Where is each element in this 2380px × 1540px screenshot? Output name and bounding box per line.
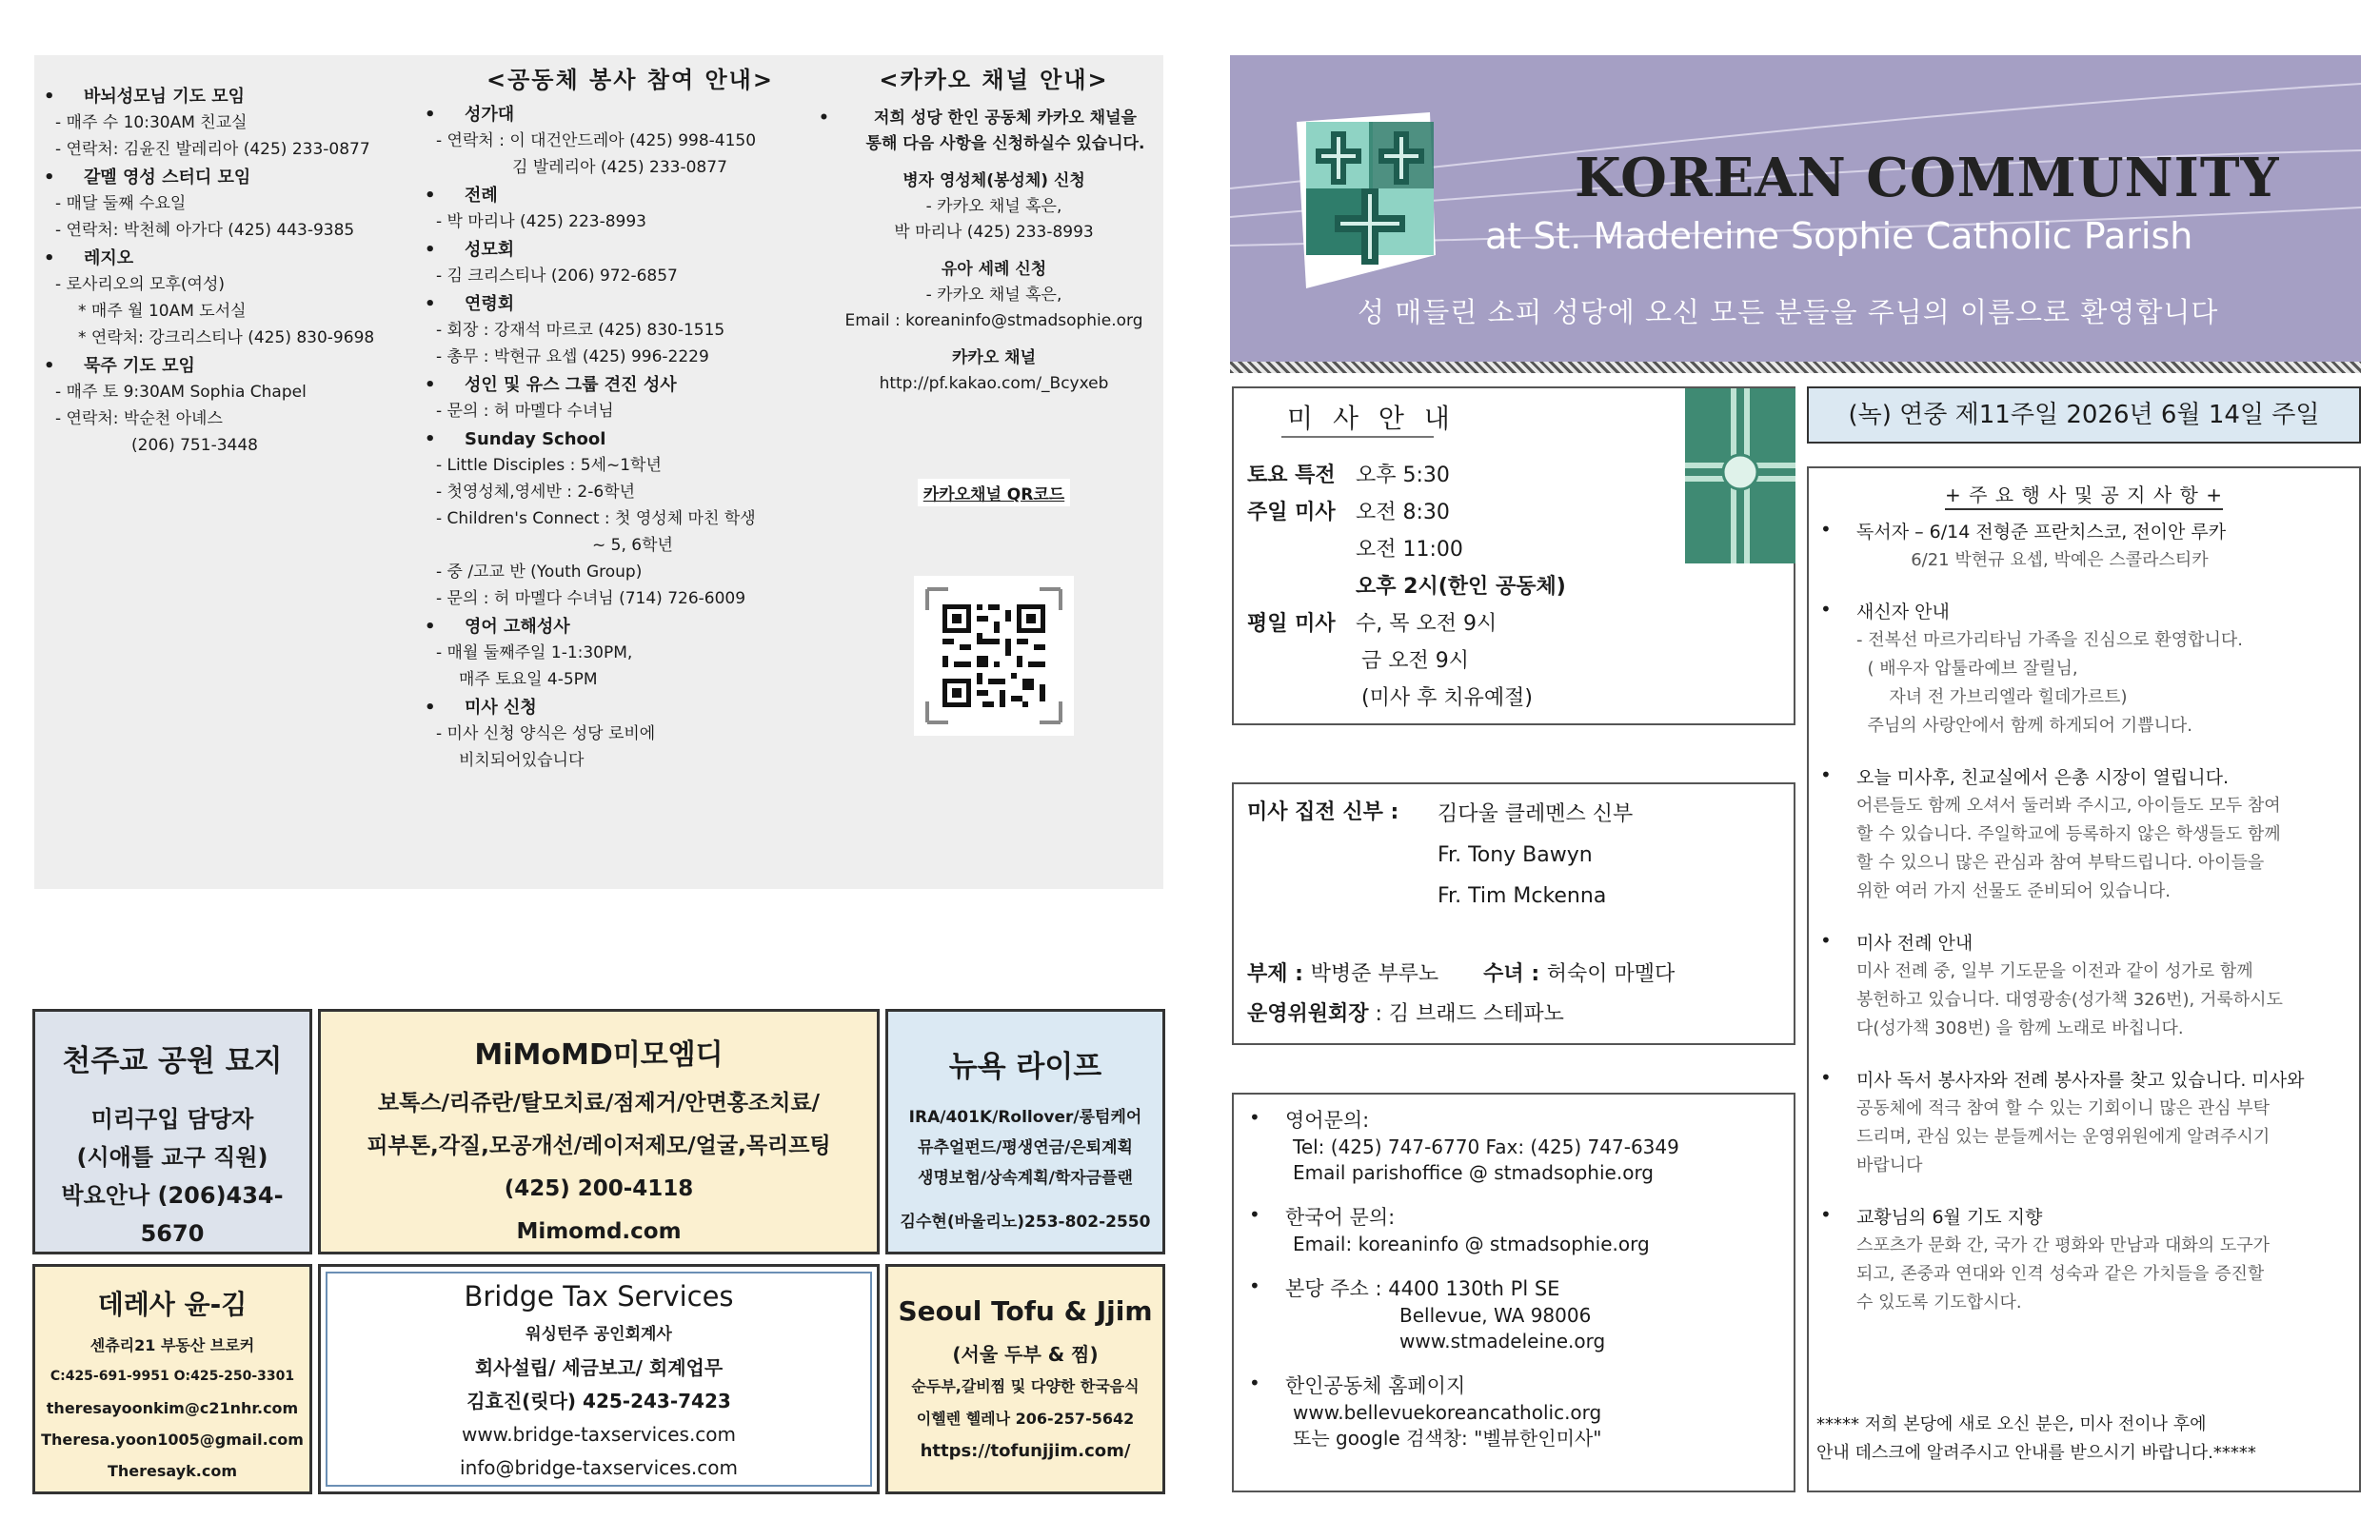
info-group-line: - 박 마리나 (425) 223-8993: [436, 212, 646, 231]
ad-line: 회사설립/ 세금보고/ 회계업무: [474, 1356, 724, 1379]
ad-line: theresayoonkim@c21nhr.com: [46, 1399, 299, 1417]
mass-schedule-box: [1232, 386, 1795, 725]
kakao-intro-line: 통해 다음 사항을 신청하실수 있습니다.: [865, 134, 1145, 153]
ad-website: Mimomd.com: [516, 1219, 682, 1244]
notice-item-title: • 미사 전례 안내: [1856, 933, 1973, 954]
contact-item: [1247, 1106, 1780, 1186]
notice-item-line: 6/21 박현규 요셉, 박예은 스콜라스티카: [1856, 550, 2209, 570]
ad-line: (서울 두부 & 찜): [952, 1343, 1099, 1366]
kakao-block-line: 박 마리나 (425) 233-8993: [894, 223, 1094, 242]
info-group: [421, 695, 840, 774]
ad-line: 보톡스/리쥬란/탈모치료/점제거/안면홍조치료/: [377, 1091, 821, 1116]
notice-item-title: • 교황님의 6월 기도 지향: [1856, 1207, 2043, 1228]
kakao-title: <카카오 채널 안내>: [879, 67, 1109, 93]
notice-item-line: 할 수 있으니 많은 관심과 참여 부탁드립니다. 아이들을: [1856, 853, 2265, 873]
ad-bridge-tax[interactable]: [318, 1264, 880, 1494]
sister-name: 허숙이 마멜다: [1546, 962, 1676, 986]
info-group-title: • 전례: [421, 183, 840, 208]
mass-time-row: [1247, 457, 1685, 494]
kakao-block: [815, 257, 1173, 334]
kakao-block-heading: 병자 영성체(봉성체) 신청: [902, 171, 1085, 190]
mass-time-label: 평일 미사: [1247, 612, 1336, 636]
info-group-line: - 회장 : 강재석 마르코 (425) 830-1515: [436, 321, 725, 340]
contact-item-title: • 영어문의:: [1285, 1109, 1370, 1132]
notice-item-title: • 오늘 미사후, 친교실에서 은총 시장이 열립니다.: [1856, 767, 2230, 788]
ad-teresa-title: 데레사 윤-김: [97, 1289, 248, 1320]
newcomer-footer: [1816, 1411, 2355, 1468]
info-group-line: - 총무 : 박현규 요셉 (425) 996-2229: [436, 347, 709, 366]
info-group-title: • 바뇌성모님 기도 모임: [40, 84, 440, 109]
info-group-line: - 문의 : 허 마멜다 수녀님 (714) 726-6009: [436, 589, 746, 608]
info-group: [421, 614, 840, 693]
kakao-block-heading: 유아 세례 신청: [941, 260, 1047, 279]
prayer-groups-column: [40, 84, 440, 461]
qr-code-icon: [914, 576, 1074, 736]
ad-seoul-title: Seoul Tofu & Jjim: [898, 1295, 1153, 1327]
info-group-line: - 로사리오의 모후(여성): [55, 275, 226, 294]
mass-cross-image: [1685, 388, 1795, 563]
notices-title: + 주 요 행 사 및 공 지 사 항 +: [1945, 484, 2223, 510]
mass-schedule-title: 미 사 안 내: [1287, 403, 1456, 434]
info-group-title: • 성모회: [421, 237, 840, 263]
mass-time-row: [1247, 494, 1685, 531]
contact-item-line: www.stmadeleine.org: [1399, 1330, 1606, 1352]
info-group-line: - 매달 둘째 수요일: [55, 194, 187, 213]
info-group: [421, 102, 840, 181]
contact-box: [1232, 1093, 1795, 1492]
ad-line: 센츄리21 부동산 브로커: [89, 1336, 255, 1354]
info-group-line: - 연락처: 김윤진 발레리아 (425) 233-0877: [55, 140, 370, 159]
notice-item: [1818, 929, 2353, 1043]
ad-line: 뮤추얼펀드/평생연금/은퇴계획: [918, 1138, 1133, 1157]
info-group-line: - 매주 수 10:30AM 친교실: [55, 113, 248, 132]
kakao-block-line: Email : koreaninfo@stmadsophie.org: [844, 311, 1143, 330]
ad-newyork-life[interactable]: [885, 1009, 1165, 1254]
info-group-line: - 매월 둘째주일 1-1:30PM,: [436, 643, 633, 662]
kakao-intro: • 저희 성당 한인 공동체 카카오 채널을 통해 다음 사항을 신청하실수 있습니다.: [815, 106, 1173, 157]
mass-time-value: 오전 8:30: [1356, 501, 1450, 524]
qr-code-label: 카카오채널 QR코드: [918, 479, 1070, 506]
celebrant-label: 미사 집전 신부 :: [1247, 800, 1399, 824]
notice-item-line: 다(성가책 308번) 을 함께 노래로 바칩니다.: [1856, 1018, 2184, 1038]
contact-item-line: 또는 google 검색창: "벨뷰한인미사": [1293, 1427, 1602, 1450]
ad-line: 피부톤,각질,모공개선/레이저제모/얼굴,목리프팅: [367, 1134, 831, 1158]
ad-line: 박요안나 (206)434-5670: [61, 1182, 284, 1247]
liturgical-date-banner: [1807, 386, 2361, 444]
parish-header-banner: [1230, 55, 2361, 365]
info-group-line: - 문의 : 허 마멜다 수녀님: [436, 402, 614, 421]
notice-item-line: 봉헌하고 있습니다. 대영광송(성가책 326번), 거룩하시도: [1856, 990, 2283, 1010]
notice-item-line: ( 배우자 압툴라예브 잘릴님,: [1856, 659, 2078, 679]
info-group-title: • 성인 및 유스 그룹 견진 성사: [421, 372, 840, 398]
mass-time-value: 오후 5:30: [1356, 464, 1450, 487]
notice-item-line: 미사 전례 중, 일부 기도문을 이전과 같이 성가로 함께: [1856, 961, 2253, 981]
contact-list: [1247, 1106, 1780, 1469]
community-info-panel: [34, 55, 1163, 889]
notice-item-line: 자녀 전 가브리엘라 힐데가르트): [1856, 687, 2128, 707]
celebrant-name: 김다울 클레멘스 신부: [1438, 802, 1634, 826]
mass-time-value: 수, 목 오전 9시: [1356, 612, 1497, 636]
cross-heart-logo-icon: [1287, 93, 1445, 293]
mass-times-list: [1247, 457, 1685, 717]
info-group-line: 매주 토요일 4-5PM: [459, 670, 598, 689]
ad-line: 순두부,갈비찜 및 다양한 한국음식: [911, 1377, 1140, 1395]
info-group: [421, 291, 840, 370]
info-group-line: - 연락처 : 이 대건안드레아 (425) 998-4150: [436, 131, 757, 150]
info-group-line: - 연락처: 박천혜 아가다 (425) 443-9385: [55, 221, 355, 240]
ad-website: https://tofunjjim.com/: [920, 1441, 1131, 1461]
contact-item-line: Email: koreaninfo @ stmadsophie.org: [1293, 1233, 1650, 1255]
notice-item-line: 어른들도 함께 오셔서 둘러봐 주시고, 아이들도 모두 참여: [1856, 796, 2281, 816]
info-group-title: • 성가대: [421, 102, 840, 128]
ad-line: 김수현(바울리노)253-802-2550: [900, 1213, 1151, 1232]
ad-line: Theresayk.com: [107, 1462, 238, 1480]
ad-line: (시애틀 교구 직원): [76, 1144, 268, 1171]
ad-cemetery-title: 천주교 공원 묘지: [62, 1044, 283, 1078]
notice-item-line: 수 있도록 기도합시다.: [1856, 1293, 2022, 1313]
kakao-block-line: http://pf.kakao.com/_Bcyxeb: [879, 374, 1109, 393]
notice-item-line: 스포츠가 문화 간, 국가 간 평화와 만남과 대화의 도구가: [1856, 1235, 2271, 1255]
mass-time-row: [1247, 642, 1685, 680]
ad-email: info@bridge-taxservices.com: [460, 1456, 738, 1479]
contact-item-line: Email parishoffice @ stmadsophie.org: [1293, 1161, 1655, 1184]
notice-item-line: 드리며, 관심 있는 분들께서는 운영위원에게 알려주시기: [1856, 1127, 2271, 1147]
ad-mimomd-title: MiMoMD미모엠디: [474, 1038, 724, 1072]
info-group-title: • 영어 고해성사: [421, 614, 840, 640]
info-group-title: • 묵주 기도 모임: [40, 353, 440, 379]
cross-icon: [1685, 388, 1795, 563]
ad-phone: (425) 200-4118: [504, 1176, 694, 1201]
liturgical-date: (녹) 연중 제11주일 2026년 6월 14일 주일: [1848, 401, 2320, 429]
ad-line: 김효진(릿다) 425-243-7423: [466, 1390, 731, 1412]
clergy-box: [1232, 782, 1795, 1045]
contact-item-title: • 본당 주소 : 4400 130th Pl SE: [1285, 1277, 1560, 1300]
celebrant-list: [1438, 794, 1633, 917]
contact-item: [1247, 1274, 1780, 1354]
kakao-block: [815, 346, 1173, 397]
kakao-block-line: - 카카오 채널 혹은,: [925, 197, 1062, 216]
contact-item-title: • 한국어 문의:: [1285, 1206, 1396, 1229]
header-welcome: 성 매들린 소피 성당에 오신 모든 분들을 주님의 이름으로 환영합니다: [1358, 296, 2219, 328]
footer-line: 안내 데스크에 알려주시고 안내를 받으시기 바랍니다.*****: [1816, 1443, 2256, 1463]
ad-line: Theresa.yoon1005@gmail.com: [41, 1431, 304, 1449]
kakao-block-line: - 카카오 채널 혹은,: [925, 286, 1062, 305]
info-group: [40, 353, 440, 459]
notice-item-line: 바랍니다: [1856, 1155, 1923, 1175]
ad-line: C:425-691-9951 O:425-250-3301: [50, 1369, 295, 1384]
info-group: [40, 165, 440, 244]
notice-item: [1818, 1203, 2353, 1317]
ad-line: IRA/401K/Rollover/롱텀케어: [908, 1108, 1142, 1127]
ad-line: 워싱턴주 공인회계사: [526, 1325, 672, 1344]
info-group-title: • 갈멜 영성 스터디 모임: [40, 165, 440, 190]
mass-time-row: [1247, 531, 1685, 568]
mass-time-row: [1247, 568, 1685, 605]
info-group-line: - 매주 토 9:30AM Sophia Chapel: [55, 383, 307, 402]
info-group-line: * 매주 월 10AM 도서실: [78, 302, 247, 321]
info-group-line: - Little Disciples : 5세~1학년: [436, 456, 662, 475]
info-group: [421, 372, 840, 424]
ad-cemetery[interactable]: [32, 1009, 312, 1254]
info-group-line: * 연락처: 강크리스티나 (425) 830-9698: [78, 328, 375, 347]
info-group-line: - 중 /고교 반 (Youth Group): [436, 563, 643, 582]
council-name: 김 브래드 스테파노: [1388, 1002, 1564, 1026]
mass-time-label: 토요 특전: [1247, 464, 1336, 487]
info-group-line: - 김 크리스티나 (206) 972-6857: [436, 267, 678, 286]
header-divider-stripe: [1230, 362, 2361, 373]
info-group-line: - 미사 신청 양식은 성당 로비에: [436, 724, 656, 743]
contact-item-title: • 한인공동체 홈페이지: [1285, 1374, 1466, 1397]
service-guide-column: [421, 61, 840, 776]
contact-item-line: Bellevue, WA 98006: [1399, 1304, 1592, 1327]
kakao-block-heading: 카카오 채널: [951, 348, 1037, 367]
notice-item-line: 공동체에 적극 참여 할 수 있는 기회이니 많은 관심 부탁: [1856, 1098, 2271, 1118]
title-underline: [1281, 436, 1434, 438]
parish-logo: [1287, 93, 1445, 293]
sister-label: 수녀: [1483, 962, 1524, 986]
info-group: [40, 84, 440, 163]
info-group: [421, 237, 840, 289]
kakao-channel-column: [815, 61, 1173, 506]
notice-item-title: • 독서자 – 6/14 전형준 프란치스코, 전이안 루카: [1856, 522, 2227, 543]
info-group: [421, 426, 840, 612]
info-group: [421, 183, 840, 235]
info-group-line: - Children's Connect : 첫 영성체 마친 학생: [436, 509, 756, 528]
mass-time-value: (미사 후 치유예절): [1361, 686, 1533, 710]
mass-time-row: [1247, 605, 1685, 642]
mass-time-value: 금 오전 9시: [1361, 649, 1469, 673]
celebrant-name: Fr. Tony Bawyn: [1438, 843, 1593, 867]
contact-item-line: Tel: (425) 747-6770 Fax: (425) 747-6349: [1293, 1135, 1679, 1158]
info-group-title: • 연령회: [421, 291, 840, 317]
deacon-row: 부제 : 박병준 부루노 수녀 : 허숙이 마멜다: [1247, 962, 1676, 986]
contact-item: [1247, 1203, 1780, 1257]
contact-item-line: www.bellevuekoreancatholic.org: [1293, 1401, 1602, 1424]
ad-line: 생명보험/상속계획/학자금플랜: [918, 1169, 1133, 1188]
council-label: 운영위원회장: [1247, 1002, 1369, 1026]
deacon-label: 부제: [1247, 962, 1288, 986]
info-group-title: • 레지오: [40, 246, 440, 271]
info-group-line: ~ 5, 6학년: [592, 536, 673, 555]
contact-item: [1247, 1372, 1780, 1451]
council-row: 운영위원회장 : 김 브래드 스테파노: [1247, 1002, 1564, 1026]
mass-time-value: 오전 11:00: [1356, 538, 1463, 562]
ad-seoul-tofu[interactable]: [885, 1264, 1165, 1494]
ad-website: www.bridge-taxservices.com: [461, 1423, 737, 1446]
kakao-block: [815, 168, 1173, 246]
ad-line: 미리구입 담당자: [90, 1106, 254, 1133]
notice-item: [1818, 763, 2353, 906]
mass-time-value: 오후 2시(한인 공동체): [1356, 575, 1566, 599]
ad-bridge-title: Bridge Tax Services: [464, 1280, 734, 1313]
mass-time-label: 주일 미사: [1247, 501, 1336, 524]
notice-item-line: 할 수 있습니다. 주일학교에 등록하지 않은 학생들도 함께: [1856, 824, 2281, 844]
notices-list: [1818, 518, 2353, 1340]
ad-line: 이헬렌 헬레나 206-257-5642: [916, 1410, 1135, 1428]
info-group-title: • 미사 신청: [421, 695, 840, 721]
notice-item: [1818, 1066, 2353, 1180]
mass-time-row: [1247, 680, 1685, 717]
celebrant-name: Fr. Tim Mckenna: [1438, 884, 1607, 908]
footer-line: ***** 저희 본당에 새로 오신 분은, 미사 전이나 후에: [1816, 1414, 2207, 1434]
notice-item-title: • 새신자 안내: [1856, 602, 1950, 622]
info-group-line: 김 발레리아 (425) 233-0877: [512, 158, 727, 177]
ad-newyork-title: 뉴욕 라이프: [948, 1050, 1102, 1084]
notice-item: [1818, 518, 2353, 575]
kakao-intro-line: 저희 성당 한인 공동체 카카오 채널을: [874, 109, 1137, 128]
info-group-line: - 첫영성체,영세반 : 2-6학년: [436, 483, 636, 502]
qr-code-image[interactable]: [914, 576, 1074, 736]
info-group-line: - 연락처: 박순천 아녜스: [55, 409, 223, 428]
notice-item-title: • 미사 독서 봉사자와 전례 봉사자를 찾고 있습니다. 미사와: [1856, 1070, 2305, 1091]
notice-item-line: 되고, 존중과 연대와 인격 성숙과 같은 가치들을 증진할: [1856, 1264, 2265, 1284]
header-title: KOREAN COMMUNITY: [1575, 147, 2280, 209]
info-group-line: (206) 751-3448: [131, 436, 258, 455]
service-guide-title: <공동체 봉사 참여 안내>: [486, 67, 774, 93]
notice-item-line: 위한 여러 가지 선물도 준비되어 있습니다.: [1856, 881, 2171, 901]
ad-teresa-realty[interactable]: [32, 1264, 312, 1494]
notices-box: [1807, 466, 2361, 1492]
header-subtitle: at St. Madeleine Sophie Catholic Parish: [1485, 215, 2193, 257]
notice-item: [1818, 598, 2353, 740]
notice-item-line: 주님의 사랑안에서 함께 하게되어 기쁩니다.: [1856, 716, 2193, 736]
deacon-name: 박병준 부루노: [1310, 962, 1439, 986]
ad-mimomd[interactable]: [318, 1009, 880, 1254]
info-group-title: • Sunday School: [421, 426, 840, 452]
info-group: [40, 246, 440, 351]
notice-item-line: - 전복선 마르가리타님 가족을 진심으로 환영합니다.: [1856, 630, 2243, 650]
info-group-line: 비치되어있습니다: [459, 751, 585, 770]
